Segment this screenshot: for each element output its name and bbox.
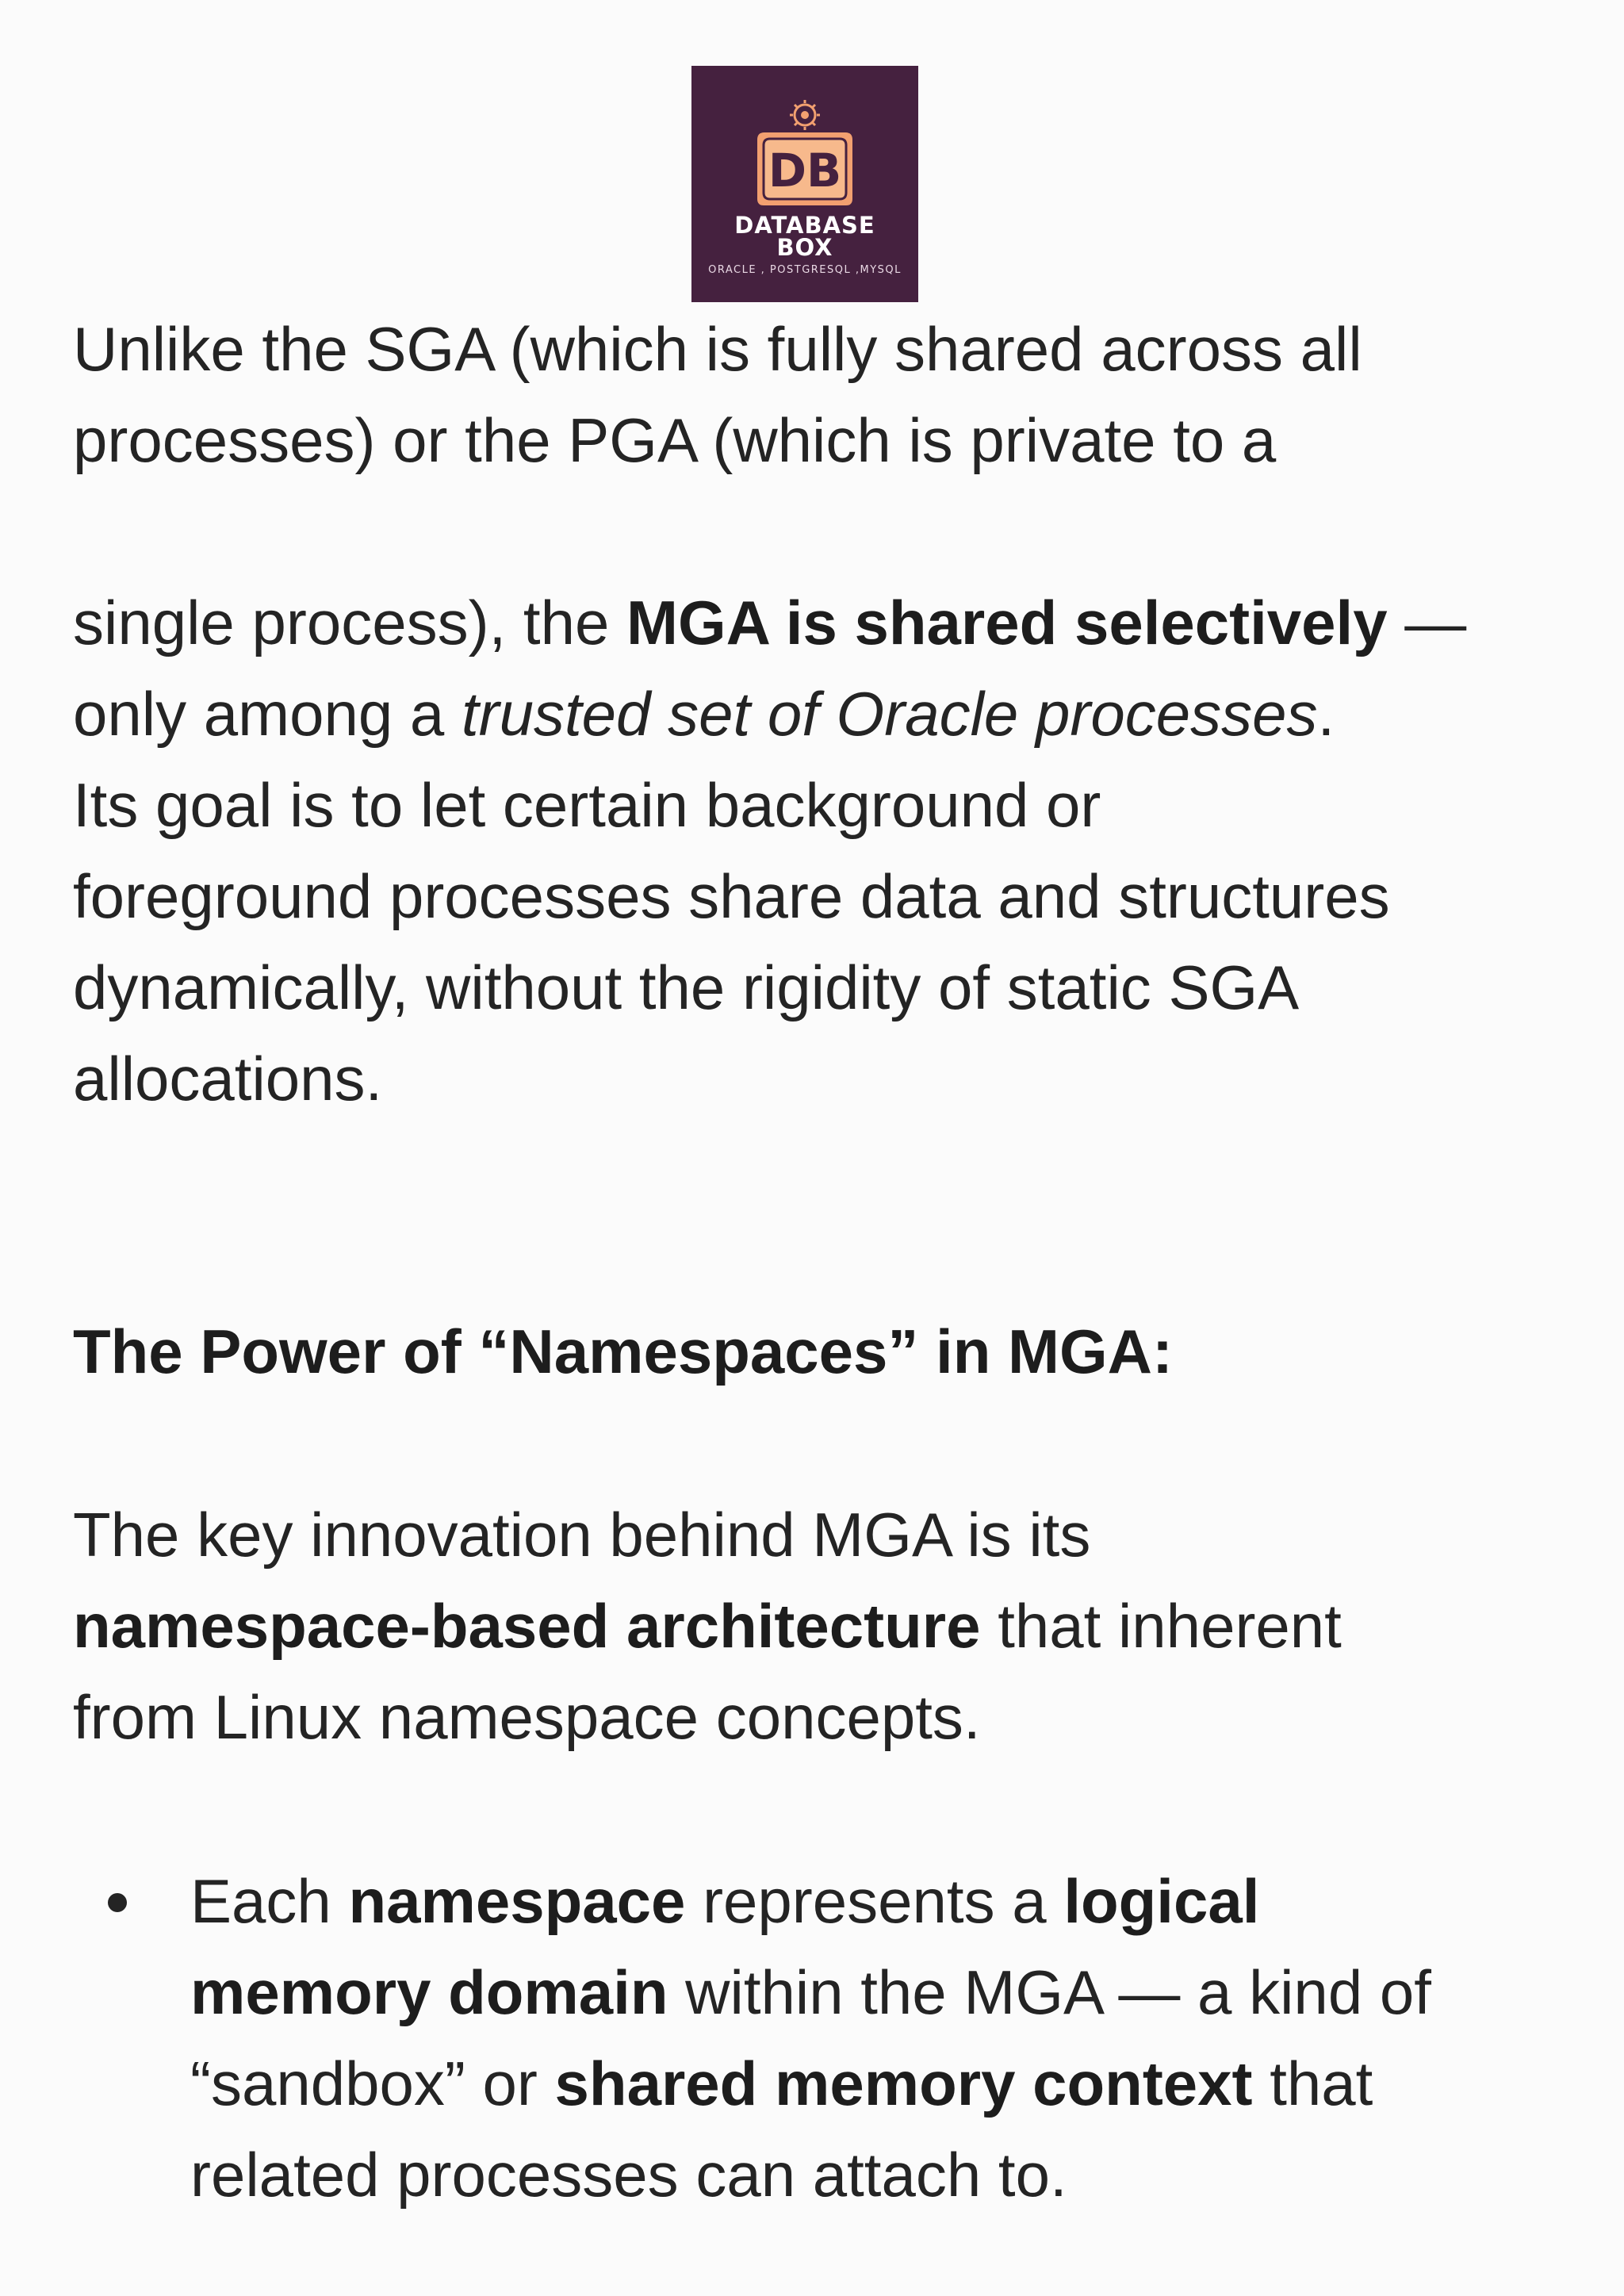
paragraph-line [190, 1856, 1259, 1947]
text-span: Each [190, 1866, 349, 1936]
paragraph-line [190, 1947, 1431, 2038]
logo-title-line2: BOX [776, 234, 833, 261]
paragraph-line: Its goal is to let certain background or [73, 770, 1101, 840]
logo-title-line1: DATABASE [734, 212, 875, 239]
text-span: that [1252, 2049, 1373, 2118]
text-span: only among a [73, 679, 462, 749]
text-span: that inherent [980, 1591, 1342, 1661]
bold-text: namespace-based architecture [73, 1591, 981, 1661]
paragraph-line: The key innovation behind MGA is its [73, 1500, 1091, 1570]
bold-text: shared memory context [554, 2049, 1253, 2118]
paragraph-line: dynamically, without the rigidity of static SGA [73, 953, 1300, 1022]
paragraph-line: Unlike the SGA (which is fully shared across all [73, 314, 1362, 384]
logo-mark: DB [768, 144, 842, 197]
paragraph-line: related processes can attach to. [190, 2140, 1067, 2210]
text-span: “sandbox” or [190, 2049, 555, 2118]
paragraph-line: allocations. [73, 1044, 383, 1114]
bold-text: namespace [348, 1866, 686, 1936]
paragraph-line [73, 669, 1335, 760]
section-heading: The Power of “Namespaces” in MGA: [73, 1317, 1173, 1386]
paragraph-line [190, 2038, 1373, 2129]
text-span: single process), the [73, 588, 627, 657]
paragraph-line: from Linux namespace concepts. [73, 1682, 981, 1752]
text-span: — [1387, 588, 1467, 657]
paragraph-line [73, 577, 1466, 669]
bold-text: logical [1063, 1866, 1260, 1936]
database-box-logo [691, 66, 918, 302]
bullet-icon [108, 1893, 127, 1912]
paragraph-line [73, 1581, 1342, 1672]
text-span: within the MGA — a kind of [668, 1957, 1431, 2027]
bold-text: MGA is shared selectively [626, 588, 1388, 657]
logo-tagline: ORACLE , POSTGRESQL ,MYSQL [708, 264, 902, 276]
paragraph-line: processes) or the PGA (which is private to a [73, 405, 1277, 475]
text-span: . [1317, 679, 1335, 749]
bold-text: memory domain [190, 1957, 668, 2027]
paragraph-line: foreground processes share data and structures [73, 861, 1390, 931]
italic-text: trusted set of Oracle processes [461, 679, 1318, 749]
text-span: represents a [685, 1866, 1064, 1936]
